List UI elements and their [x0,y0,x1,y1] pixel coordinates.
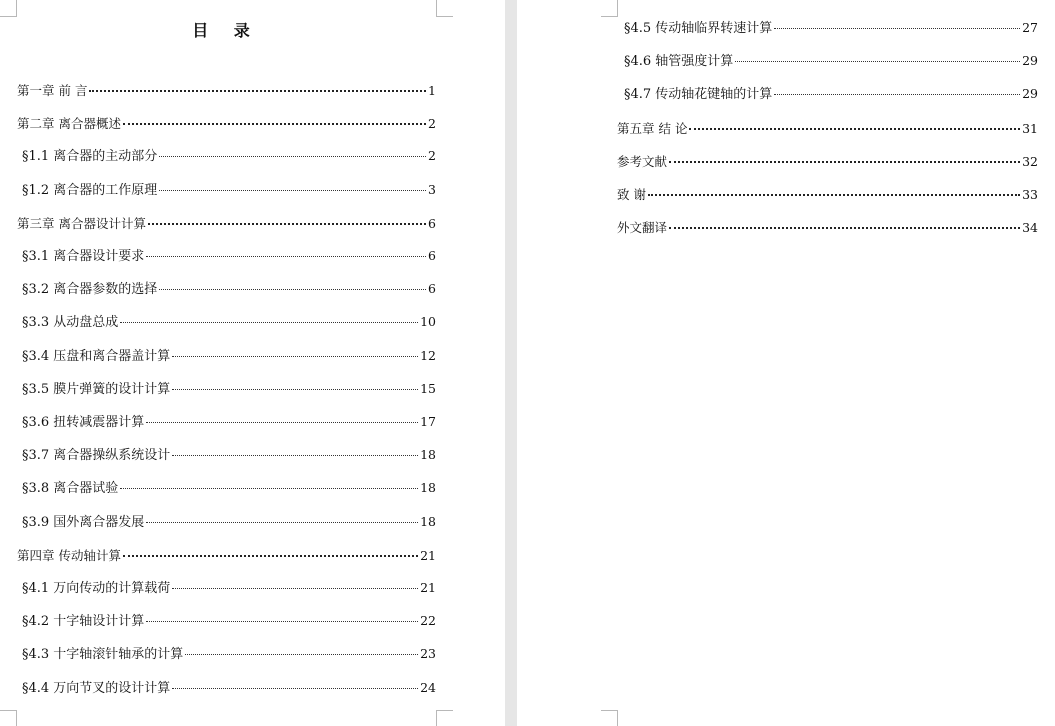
crop-mark-top-left [601,0,618,17]
dot-leader [735,49,1020,62]
dot-leader [123,543,418,557]
toc-entry-label: §3.8 离合器试验 [22,481,119,497]
toc-entry[interactable] [22,645,436,664]
toc-entry-page-number: 32 [1022,153,1038,169]
toc-entry-page-number: 18 [420,480,436,496]
toc-entry[interactable] [17,546,436,565]
toc-entry[interactable] [22,247,436,266]
dot-leader [120,476,418,489]
toc-entry-label: §3.5 膜片弹簧的设计计算 [22,381,171,397]
dot-leader [172,676,418,689]
dot-leader [89,78,426,92]
toc-entry-label: §4.4 万向节叉的设计计算 [22,680,171,696]
toc-entry-page-number: 6 [428,281,436,297]
toc-entry[interactable] [22,347,436,366]
toc-entry-page-number: 18 [420,513,436,529]
toc-entry[interactable] [17,114,436,133]
toc-entry[interactable] [22,280,436,299]
toc-entry[interactable] [22,679,436,698]
toc-entry-label: 第三章 离合器设计计算 [17,215,146,231]
toc-entry[interactable] [22,413,436,432]
toc-entry[interactable] [22,579,436,598]
dot-leader [689,116,1020,130]
dot-leader [146,244,426,257]
dot-leader [159,144,426,157]
toc-entry[interactable] [22,446,436,465]
dot-leader [146,510,418,523]
toc-entry[interactable] [617,185,1038,204]
toc-entry[interactable] [624,85,1038,104]
toc-entry-label: §3.2 离合器参数的选择 [22,282,158,298]
toc-entry-page-number: 23 [420,646,436,662]
dot-leader [172,443,418,456]
toc-entry-page-number: 2 [428,116,436,132]
toc-entry-page-number: 17 [420,414,436,429]
toc-entry-label: 第五章 结 论 [617,120,688,136]
toc-entry-label: 第二章 离合器概述 [17,116,121,132]
dot-leader [669,215,1020,229]
dot-leader [146,609,418,622]
toc-entry-page-number: 21 [420,580,436,595]
toc-entry[interactable] [617,152,1038,171]
crop-mark-bottom-right [436,710,453,726]
toc-entry-page-number: 3 [428,181,436,197]
toc-entry-page-number: 24 [420,679,436,695]
dot-leader [159,277,426,290]
toc-entry-page-number: 10 [420,314,436,330]
toc-entry-label: §4.6 轴管强度计算 [624,54,734,70]
toc-entry-page-number: 33 [1022,187,1038,202]
toc-entry-label: §3.3 从动盘总成 [22,315,119,331]
dot-leader [774,16,1020,29]
toc-entry[interactable] [22,313,436,332]
toc-entry-label: 第四章 传动轴计算 [17,547,121,563]
toc-entry-label: §3.7 离合器操纵系统设计 [22,448,171,464]
toc-entry-page-number: 18 [420,447,436,463]
toc-entry[interactable] [22,380,436,399]
toc-entry[interactable] [624,19,1038,38]
toc-entry-label: §3.1 离合器设计要求 [22,249,145,264]
dot-leader [172,576,418,589]
toc-entry[interactable] [617,119,1038,138]
toc-entry[interactable] [22,612,436,631]
toc-entry-page-number: 34 [1022,220,1038,236]
toc-title: 目 录 [192,21,260,40]
dot-leader [648,182,1020,196]
toc-entry[interactable] [624,52,1038,71]
toc-entry-label: §4.1 万向传动的计算载荷 [22,581,171,596]
toc-entry-label: §1.1 离合器的主动部分 [22,149,158,165]
toc-entry-page-number: 12 [420,347,436,363]
toc-entry-page-number: 29 [1022,53,1038,69]
toc-entry-page-number: 21 [420,547,436,563]
toc-entry-label: §3.6 扭转减震器计算 [22,415,145,430]
toc-entry-label: §3.9 国外离合器发展 [22,514,145,530]
toc-entry[interactable] [22,181,436,200]
dot-leader [120,310,418,323]
toc-entry-page-number: 27 [1022,20,1038,35]
dot-leader [159,178,426,191]
toc-entry-page-number: 2 [428,148,436,164]
toc-entry[interactable] [17,214,436,233]
toc-entry[interactable] [22,479,436,498]
document-page-right [517,0,1055,726]
dot-leader [185,642,418,655]
toc-entry-page-number: 29 [1022,86,1038,102]
toc-entry-page-number: 6 [428,248,436,263]
toc-entry[interactable] [17,81,436,100]
toc-entry-label: §1.2 离合器的工作原理 [22,182,158,198]
toc-entry[interactable] [22,147,436,166]
dot-leader [172,377,418,390]
toc-entry-label: §4.3 十字轴滚针轴承的计算 [22,647,184,663]
toc-entry-label: §4.2 十字轴设计计算 [22,614,145,630]
toc-entry-label: §4.7 传动轴花键轴的计算 [624,87,773,103]
toc-entry-label: 致 谢 [617,187,646,202]
crop-mark-bottom-left [0,710,17,726]
toc-entry-label: 第一章 前 言 [17,83,88,98]
toc-entry-label: 参考文献 [617,153,668,169]
dot-leader [148,211,426,225]
toc-entry-label: §3.4 压盘和离合器盖计算 [22,348,171,364]
toc-entry[interactable] [22,513,436,532]
toc-entry-page-number: 22 [420,613,436,629]
toc-entry-label: 外文翻译 [617,220,668,236]
document-page-left [0,0,505,726]
dot-leader [774,82,1020,95]
crop-mark-top-right [436,0,453,17]
dot-leader [669,149,1020,163]
dot-leader [123,111,426,125]
toc-entry-page-number: 31 [1022,120,1038,136]
toc-entry-page-number: 1 [428,83,436,98]
toc-entry-label: §4.5 传动轴临界转速计算 [624,21,773,36]
crop-mark-top-left [0,0,17,17]
crop-mark-bottom-left [601,710,618,726]
toc-entry-page-number: 6 [428,215,436,231]
toc-entry-page-number: 15 [420,380,436,396]
dot-leader [172,344,418,357]
dot-leader [146,410,418,423]
toc-entry[interactable] [617,218,1038,237]
